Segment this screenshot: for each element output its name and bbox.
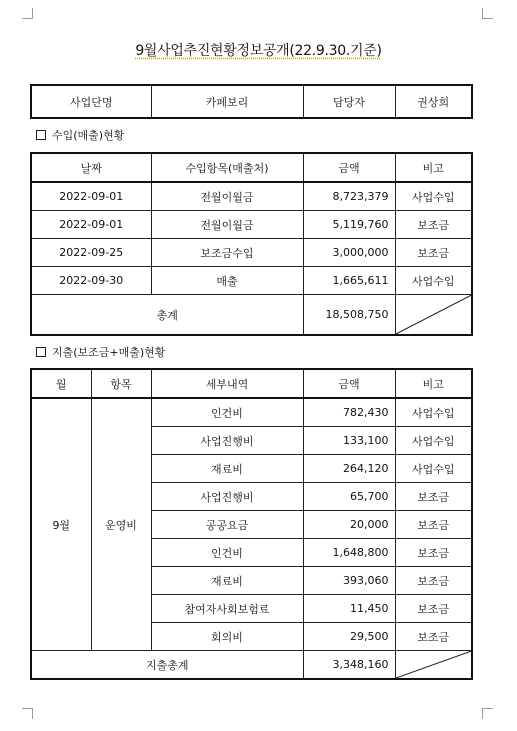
checkbox-square-icon xyxy=(36,347,46,357)
expense-total-note-diagonal xyxy=(395,651,472,680)
expense-total-amount: 3,348,160 xyxy=(303,651,395,680)
income-total-label: 총계 xyxy=(31,295,303,336)
expense-note: 사업수입 xyxy=(395,427,472,455)
expense-detail: 인건비 xyxy=(151,398,303,427)
expense-amount: 29,500 xyxy=(303,623,395,651)
income-date: 2022-09-01 xyxy=(31,211,151,239)
expense-section-heading xyxy=(36,344,165,360)
income-amount: 5,119,760 xyxy=(303,211,395,239)
expense-note: 사업수입 xyxy=(395,398,472,427)
checkbox-square-icon xyxy=(36,130,46,140)
table-row xyxy=(31,267,472,295)
diagonal-line xyxy=(396,295,472,334)
expense-amount: 393,060 xyxy=(303,567,395,595)
expense-detail: 재료비 xyxy=(151,567,303,595)
corner-mark-top-left xyxy=(22,8,33,19)
income-col-item: 수입항목(매출처) xyxy=(151,153,303,182)
expense-col-amount: 금액 xyxy=(303,369,395,398)
expense-header-row xyxy=(31,369,472,398)
income-note: 사업수입 xyxy=(395,267,472,295)
table-row xyxy=(31,239,472,267)
expense-total-row xyxy=(31,651,472,680)
expense-total-label: 지출총계 xyxy=(31,651,303,680)
corner-mark-top-right xyxy=(482,8,493,19)
expense-detail: 재료비 xyxy=(151,455,303,483)
expense-category: 운영비 xyxy=(91,398,151,651)
income-total-note-diagonal xyxy=(395,295,472,336)
table-row xyxy=(31,398,472,427)
income-item: 전월이월금 xyxy=(151,182,303,211)
income-table xyxy=(30,152,473,336)
document-title-text: 9월사업추진현황정보공개(22.9.30.기준) xyxy=(135,43,382,59)
expense-detail: 사업진행비 xyxy=(151,427,303,455)
income-amount: 8,723,379 xyxy=(303,182,395,211)
table-row xyxy=(31,182,472,211)
income-date: 2022-09-30 xyxy=(31,267,151,295)
diagonal-line xyxy=(396,651,472,678)
income-amount: 1,665,611 xyxy=(303,267,395,295)
expense-col-note: 비고 xyxy=(395,369,472,398)
expense-note: 보조금 xyxy=(395,511,472,539)
document-title xyxy=(0,40,517,60)
table-row xyxy=(31,211,472,239)
expense-amount: 11,450 xyxy=(303,595,395,623)
expense-amount: 65,700 xyxy=(303,483,395,511)
expense-note: 사업수입 xyxy=(395,455,472,483)
expense-note: 보조금 xyxy=(395,483,472,511)
expense-detail: 공공요금 xyxy=(151,511,303,539)
expense-note: 보조금 xyxy=(395,567,472,595)
expense-detail: 참여자사회보험료 xyxy=(151,595,303,623)
income-item: 보조금수입 xyxy=(151,239,303,267)
business-label: 사업단명 xyxy=(31,85,151,118)
expense-note: 보조금 xyxy=(395,539,472,567)
expense-amount: 133,100 xyxy=(303,427,395,455)
business-value: 카페보리 xyxy=(151,85,303,118)
income-col-date: 날짜 xyxy=(31,153,151,182)
income-note: 보조금 xyxy=(395,239,472,267)
income-col-note: 비고 xyxy=(395,153,472,182)
business-info-row xyxy=(31,85,472,118)
manager-label: 담당자 xyxy=(303,85,395,118)
income-item: 매출 xyxy=(151,267,303,295)
expense-detail: 사업진행비 xyxy=(151,483,303,511)
income-amount: 3,000,000 xyxy=(303,239,395,267)
business-info-table xyxy=(30,84,473,119)
income-section-heading xyxy=(36,127,124,143)
expense-detail: 인건비 xyxy=(151,539,303,567)
expense-amount: 1,648,800 xyxy=(303,539,395,567)
income-note: 사업수입 xyxy=(395,182,472,211)
income-date: 2022-09-01 xyxy=(31,182,151,211)
income-total-row xyxy=(31,295,472,336)
expense-col-detail: 세부내역 xyxy=(151,369,303,398)
expense-note: 보조금 xyxy=(395,623,472,651)
income-note: 보조금 xyxy=(395,211,472,239)
expense-col-category: 항목 xyxy=(91,369,151,398)
income-item: 전월이월금 xyxy=(151,211,303,239)
expense-amount: 20,000 xyxy=(303,511,395,539)
corner-mark-bottom-right xyxy=(482,708,493,719)
corner-mark-bottom-left xyxy=(22,708,33,719)
income-col-amount: 금액 xyxy=(303,153,395,182)
expense-section-heading-text: 지출(보조금+매출)현황 xyxy=(52,346,166,359)
income-header-row xyxy=(31,153,472,182)
expense-col-month: 월 xyxy=(31,369,91,398)
expense-month: 9월 xyxy=(31,398,91,651)
expense-amount: 264,120 xyxy=(303,455,395,483)
expense-detail: 회의비 xyxy=(151,623,303,651)
expense-amount: 782,430 xyxy=(303,398,395,427)
manager-value: 권상희 xyxy=(395,85,472,118)
expense-note: 보조금 xyxy=(395,595,472,623)
expense-table xyxy=(30,368,473,680)
income-section-heading-text: 수입(매출)현황 xyxy=(52,129,125,142)
income-total-amount: 18,508,750 xyxy=(303,295,395,336)
income-date: 2022-09-25 xyxy=(31,239,151,267)
